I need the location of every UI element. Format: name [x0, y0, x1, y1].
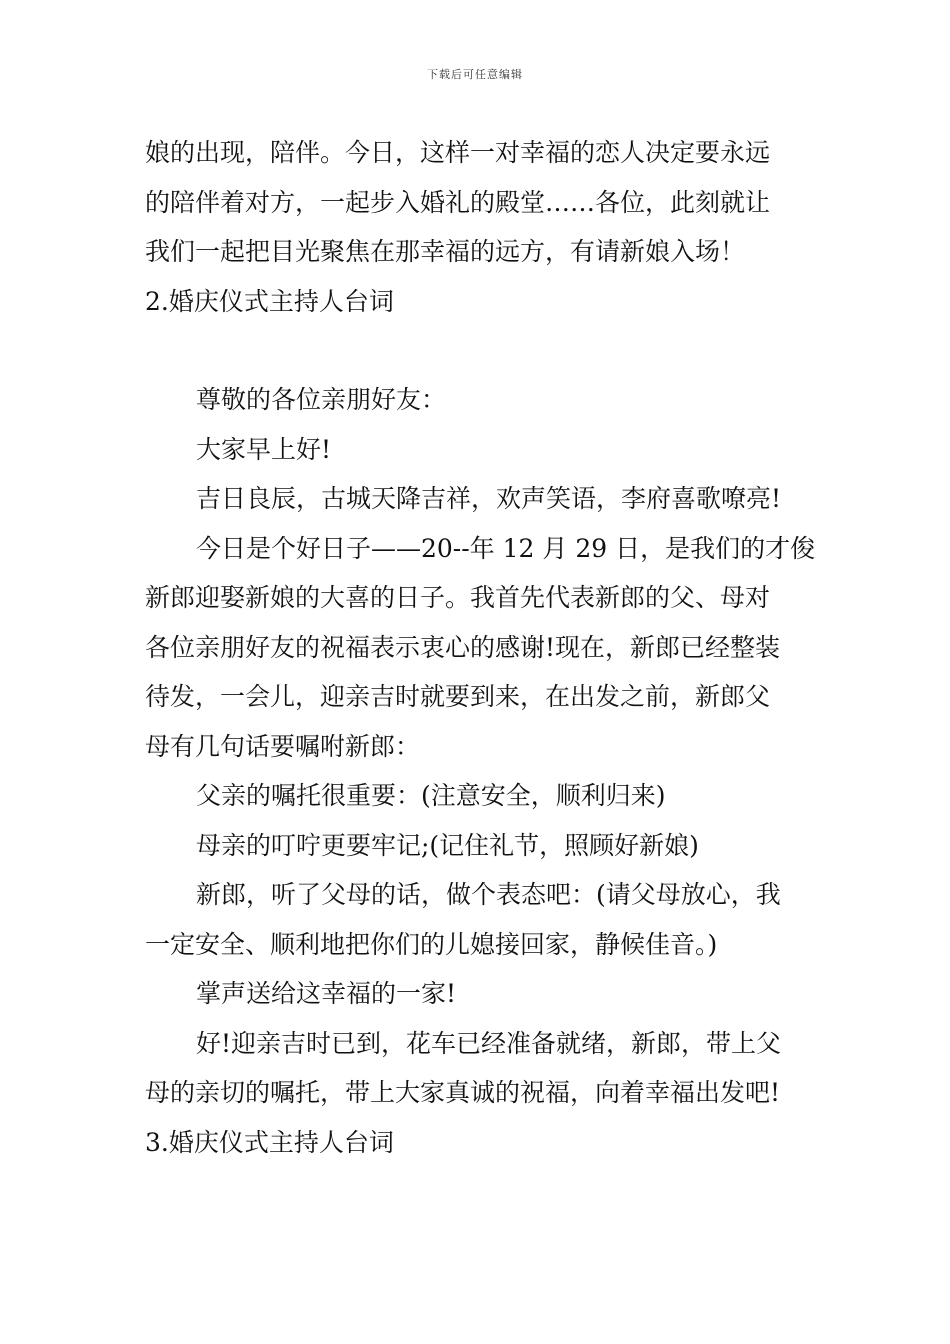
- intro-line: 娘的出现，陪伴。今日，这样一对幸福的恋人决定要永远: [145, 138, 771, 167]
- paragraph-line: 各位亲朋好友的祝福表示衷心的感谢!现在，新郎已经整装: [145, 632, 781, 662]
- groom-line: 新郎，听了父母的话，做个表态吧：(请父母放心，我: [196, 880, 781, 909]
- father-line: 父亲的嘱托很重要：(注意安全，顺利归来): [196, 781, 666, 810]
- section-heading-3: 3.婚庆仪式主持人台词: [145, 1127, 394, 1157]
- paragraph-line: 今日是个好日子——20--年 12 月 29 日，是我们的才俊: [196, 533, 816, 563]
- header-note: 下载后可任意编辑: [427, 68, 523, 81]
- paragraph-line: 母有几句话要嘱咐新郎：: [145, 731, 421, 761]
- mother-line: 母亲的叮咛更要牢记;(记住礼节，照顾好新娘): [196, 830, 699, 860]
- paragraph-line: 待发，一会儿，迎亲吉时就要到来，在出发之前，新郎父: [145, 682, 771, 711]
- greeting-line: 尊敬的各位亲朋好友：: [196, 385, 447, 414]
- applause-line: 掌声送给这幸福的一家!: [196, 979, 457, 1008]
- intro-line: 我们一起把目光聚焦在那幸福的远方，有请新娘入场！: [145, 237, 746, 266]
- blank-line: [145, 326, 810, 375]
- paragraph-line: 新郎迎娶新娘的大喜的日子。我首先代表新郎的父、母对: [145, 583, 771, 612]
- section-heading-2: 2.婚庆仪式主持人台词: [145, 286, 394, 316]
- auspicious-line: 吉日良辰，古城天降吉祥，欢声笑语，李府喜歌嘹亮!: [196, 484, 782, 513]
- morning-line: 大家早上好!: [196, 434, 332, 464]
- groom-line: 一定安全、顺利地把你们的儿媳接回家，静候佳音。): [145, 929, 718, 959]
- document-body: [145, 128, 816, 1167]
- intro-line: 的陪伴着对方，一起步入婚礼的殿堂……各位，此刻就让: [145, 187, 771, 217]
- final-line: 母的亲切的嘱托，带上大家真诚的祝福，向着幸福出发吧!: [145, 1078, 781, 1107]
- final-line: 好!迎亲吉时已到，花车已经准备就绪，新郎，带上父: [196, 1028, 782, 1058]
